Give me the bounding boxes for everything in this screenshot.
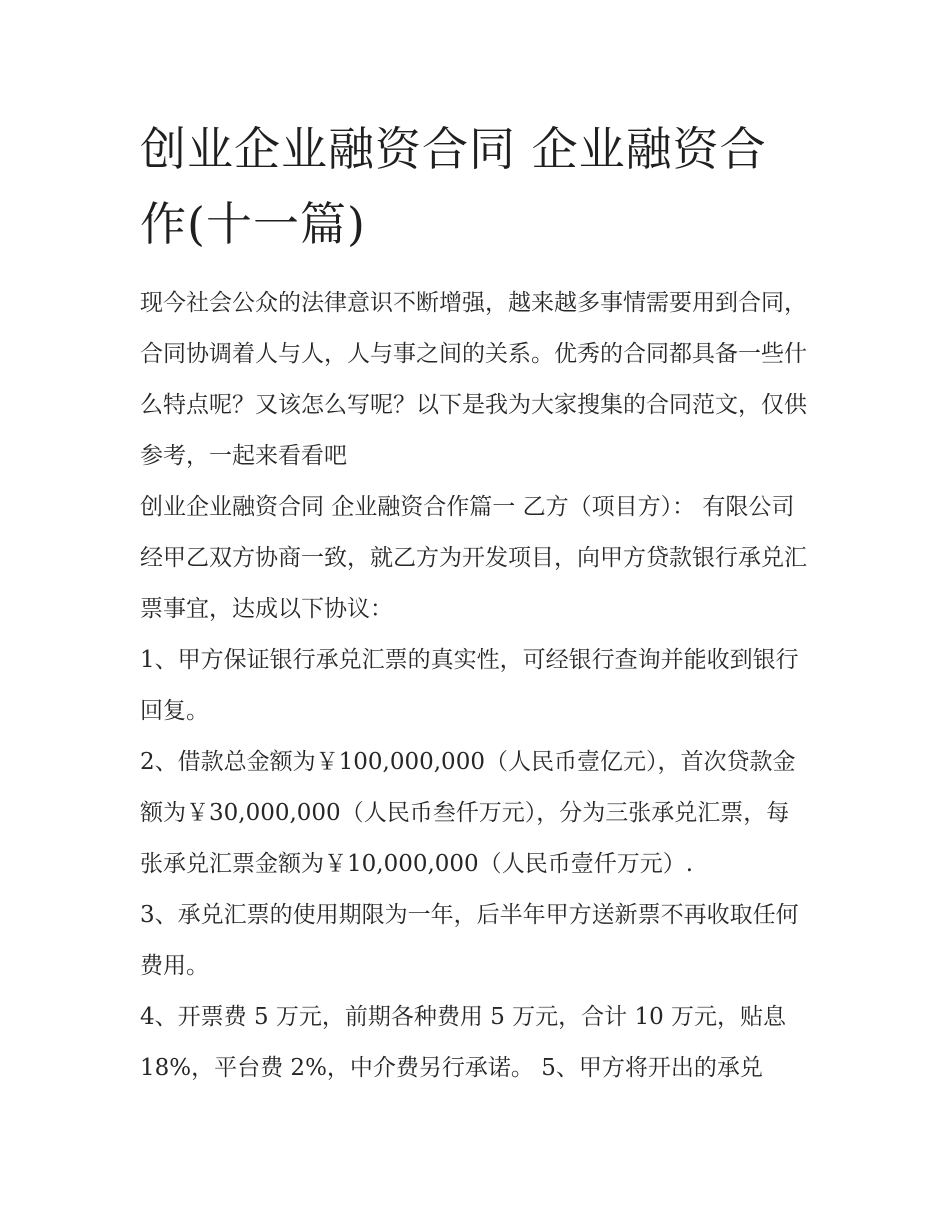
document-page <box>140 112 812 1094</box>
intro-paragraph: 现今社会公众的法律意识不断增强，越来越多事情需要用到合同，合同协调着人与人，人与事之间的关系。优秀的合同都具备一些什么特点呢？又该怎么写呢？以下是我为大家搜集的合同范文，仅供参考，一起来看看吧 <box>140 290 807 469</box>
clause-2-paragraph: 2、借款总金额为￥100,000,000（人民币壹亿元），首次贷款金额为￥30,000,000（人民币叁仟万元），分为三张承兑汇票，每张承兑汇票金额为￥10,000,000（人民币壹仟万元）. <box>140 749 796 877</box>
clause-4-paragraph: 4、开票费 5 万元，前期各种费用 5 万元，合计 10 万元，贴息 18%，平台费 2%，中介费另行承诺。 5、甲方将开出的承兑 <box>140 1004 787 1081</box>
document-title: 创业企业融资合同 企业融资合作(十一篇) <box>140 122 767 251</box>
contract-opening-paragraph: 创业企业融资合同 企业融资合作篇一 乙方（项目方）： 有限公司 经甲乙双方协商一致，就乙方为开发项目，向甲方贷款银行承兑汇票事宜，达成以下协议： <box>140 494 807 622</box>
clause-1-paragraph: 1、甲方保证银行承兑汇票的真实性，可经银行查询并能收到银行回复。 <box>140 647 799 724</box>
clause-3-paragraph: 3、承兑汇票的使用期限为一年，后半年甲方送新票不再收取任何费用。 <box>140 902 799 979</box>
